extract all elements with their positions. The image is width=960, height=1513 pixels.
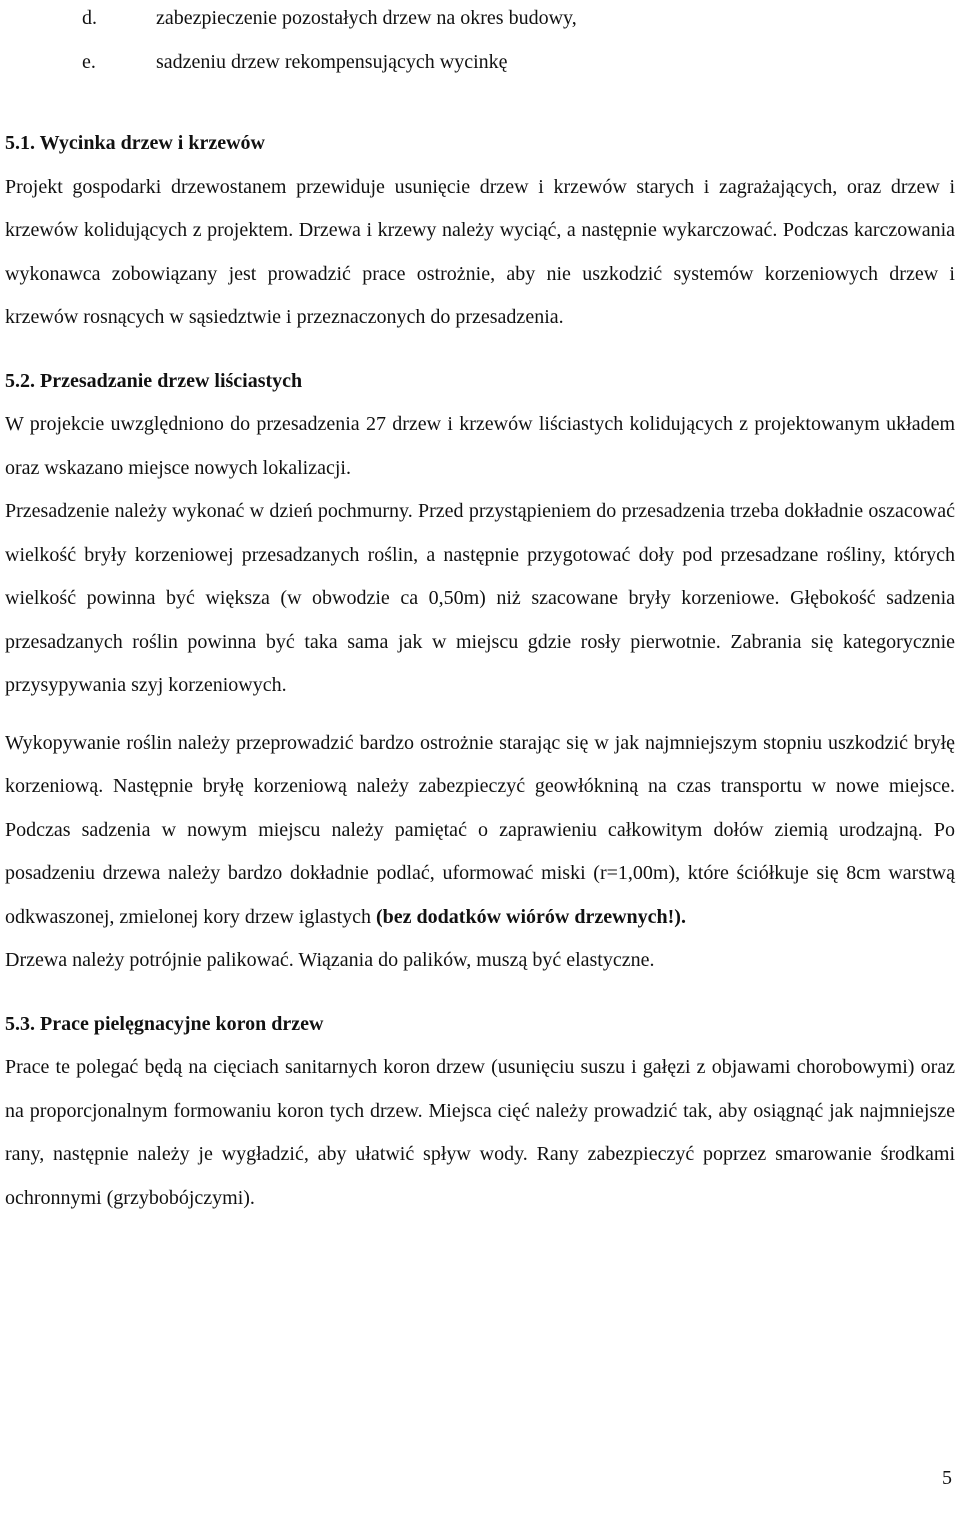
document-body: [5, 122, 955, 1220]
paragraph-text: Wykopywanie roślin należy przeprowadzić bardzo ostrożnie starając się w jak najmniejszym stopniu uszkodzić bryłę korzeniową. Następnie bryłę korzeniową należy zabezpieczyć geowłókniną na czas transportu w nowe miejsce. Podczas sadzenia w nowym miejscu należy pamiętać o zaprawieniu całkowitym dołów ziemią urodzajną. Po posadzeniu drzewa należy bardzo dokładnie podlać, uformować miski (r=1,00m), które ściółkuje się 8cm warstwą odkwaszonej, zmielonej kory drzew iglastych: [5, 731, 955, 928]
paragraph: Przesadzenie należy wykonać w dzień pochmurny. Przed przystąpieniem do przesadzenia trzeba dokładnie oszacować wielkość bryły korzeniowej przesadzanych roślin, a następnie przygotować doły pod przesadzane rośliny, których wielkość powinna być większa (w obwodzie ca 0,50m) niż szacowane bryły korzeniowe. Głębokość sadzenia przesadzanych roślin powinna być taka sama jak w miejscu gdzie rosły pierwotnie. Zabrania się kategorycznie przysypywania szyj korzeniowych.: [5, 500, 955, 696]
paragraph: Drzewa należy potrójnie palikować. Wiązania do palików, muszą być elastyczne.: [5, 949, 655, 971]
list-marker: e.: [82, 51, 96, 73]
paragraph-bold-note: (bez dodatków wiórów drzewnych!).: [376, 905, 686, 928]
section-heading-5-1: 5.1. Wycinka drzew i krzewów: [5, 132, 265, 154]
list-item: [82, 44, 942, 88]
list-marker: d.: [82, 7, 97, 29]
page-number: 5: [942, 1467, 952, 1489]
section-heading-5-2: 5.2. Przesadzanie drzew liściastych: [5, 369, 303, 392]
section-heading-5-3: 5.3. Prace pielęgnacyjne koron drzew: [5, 1012, 324, 1035]
paragraph: [5, 722, 955, 940]
paragraph: Prace te polegać będą na cięciach sanitarnych koron drzew (usunięciu suszu i gałęzi z objawami chorobowymi) oraz na proporcjonalnym formowaniu koron tych drzew. Miejsca cięć należy prowadzić tak, aby osiągnąć jak najmniejsze rany, następnie należy je wygładzić, aby ułatwić spływ wody. Rany zabezpieczyć poprzez smarowanie środkami ochronnymi (grzybobójczymi).: [5, 1056, 955, 1209]
list-item: [82, 0, 942, 44]
paragraph: Projekt gospodarki drzewostanem przewiduje usunięcie drzew i krzewów starych i zagrażających, oraz drzew i krzewów kolidujących z projektem. Drzewa i krzewy należy wyciąć, a następnie wykarczować. Podczas karczowania wykonawca zobowiązany jest prowadzić prace ostrożnie, aby nie uszkodzić systemów korzeniowych drzew i krzewów rosnących w sąsiedztwie i przeznaczonych do przesadzenia.: [5, 175, 955, 328]
bullet-list: [82, 0, 942, 88]
list-item-text: sadzeniu drzew rekompensujących wycinkę: [156, 51, 508, 73]
paragraph: W projekcie uwzględniono do przesadzenia 27 drzew i krzewów liściastych kolidujących z projektowanym układem oraz wskazano miejsce nowych lokalizacji.: [5, 413, 955, 479]
list-item-text: zabezpieczenie pozostałych drzew na okres budowy,: [156, 7, 577, 29]
